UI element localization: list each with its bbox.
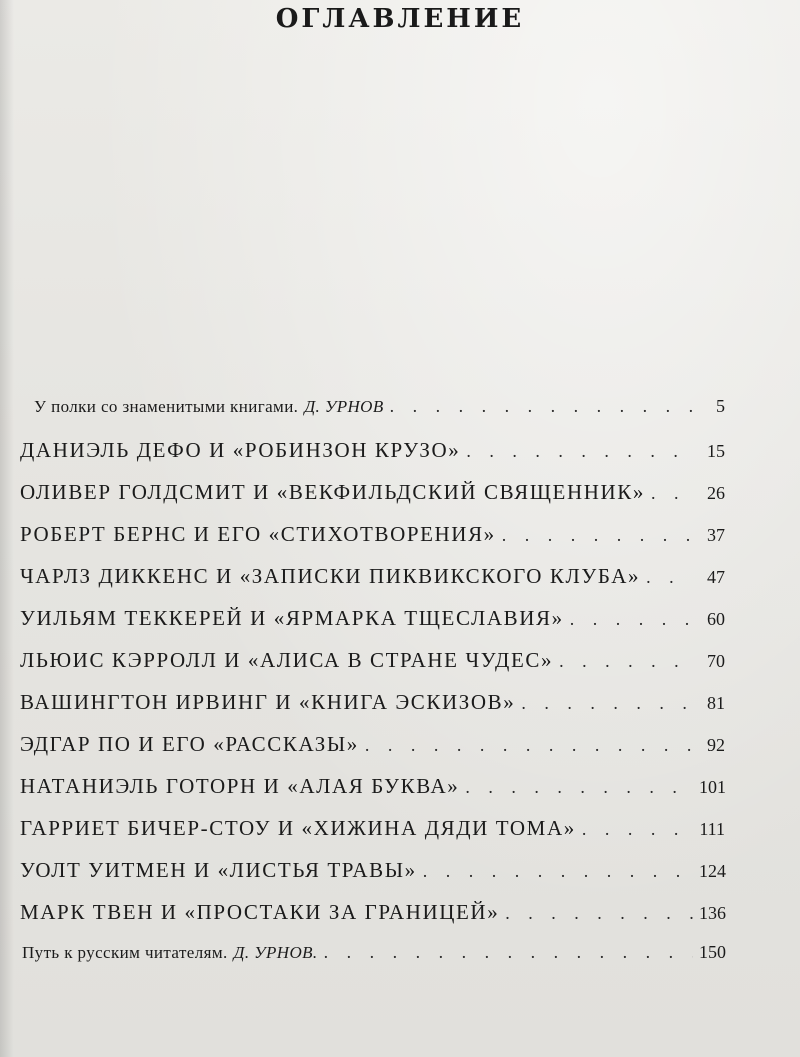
toc-entry (20, 480, 725, 522)
leader-dots (570, 609, 693, 630)
leader-dots (651, 483, 693, 504)
toc-entry-author: Д. УРНОВ (304, 397, 384, 416)
toc-entry-page: 5 (716, 396, 725, 416)
toc-entry-page: 37 (707, 525, 725, 545)
toc-entry-author: Д. УРНОВ. (233, 943, 318, 962)
toc-entry-title: ЭДГАР ПО И ЕГО «РАССКАЗЫ» (20, 732, 359, 756)
toc-entry (22, 942, 725, 984)
toc-entry (20, 858, 725, 900)
leader-dots (505, 903, 693, 924)
toc-entry-title: УОЛТ УИТМЕН И «ЛИСТЬЯ ТРАВЫ» (20, 858, 417, 882)
toc-entry-page: 92 (707, 735, 725, 755)
leader-dots (465, 777, 693, 798)
toc-entry (20, 648, 725, 690)
toc-entry-title: МАРК ТВЕН И «ПРОСТАКИ ЗА ГРАНИЦЕЙ» (20, 900, 500, 924)
toc-entry (20, 774, 725, 816)
leader-dots (646, 567, 693, 588)
toc-entry-page: 136 (699, 903, 726, 923)
page-title: ОГЛАВЛЕНИЕ (275, 4, 525, 34)
leader-dots (390, 396, 693, 417)
toc-entry (20, 690, 725, 732)
toc-entry-page: 150 (699, 942, 726, 962)
toc-entry-page: 47 (707, 567, 725, 587)
toc-entry-title: ДАНИЭЛЬ ДЕФО И «РОБИНЗОН КРУЗО» (20, 438, 461, 462)
toc-entry-page: 70 (707, 651, 725, 671)
leader-dots (466, 441, 693, 462)
toc-entry-title: ВАШИНГТОН ИРВИНГ И «КНИГА ЭСКИЗОВ» (20, 690, 516, 714)
leader-dots (324, 942, 693, 963)
toc-entry-page: 124 (699, 861, 726, 881)
toc-entry-title: У полки со знаменитыми книгами. (34, 397, 299, 416)
page-gutter-shadow (0, 0, 14, 1057)
toc-entry (20, 732, 725, 774)
toc-entry-title: РОБЕРТ БЕРНС И ЕГО «СТИХОТВОРЕНИЯ» (20, 522, 496, 546)
toc-entry-title: ЧАРЛЗ ДИККЕНС И «ЗАПИСКИ ПИКВИКСКОГО КЛУБА» (20, 564, 641, 588)
toc-entry (20, 900, 725, 942)
toc-entry-title: ОЛИВЕР ГОЛДСМИТ И «ВЕКФИЛЬДСКИЙ СВЯЩЕННИК» (20, 480, 645, 504)
toc-entry-page: 111 (699, 819, 725, 839)
leader-dots (502, 525, 693, 546)
toc-entry-page: 15 (707, 441, 725, 461)
toc-entry-title: ГАРРИЕТ БИЧЕР-СТОУ И «ХИЖИНА ДЯДИ ТОМА» (20, 816, 576, 840)
leader-dots (365, 735, 693, 756)
toc-entry (34, 396, 725, 438)
table-of-contents (20, 396, 725, 984)
toc-entry (20, 438, 725, 480)
toc-entry-title: УИЛЬЯМ ТЕККЕРЕЙ И «ЯРМАРКА ТЩЕСЛАВИЯ» (20, 606, 564, 630)
leader-dots (559, 651, 693, 672)
leader-dots (423, 861, 693, 882)
toc-entry-page: 101 (699, 777, 726, 797)
toc-entry (20, 606, 725, 648)
toc-entry-title: НАТАНИЭЛЬ ГОТОРН И «АЛАЯ БУКВА» (20, 774, 460, 798)
toc-entry-page: 26 (707, 483, 725, 503)
toc-entry-title: Путь к русским читателям. (22, 943, 228, 962)
toc-entry (20, 816, 725, 858)
leader-dots (582, 819, 693, 840)
leader-dots (521, 693, 693, 714)
toc-entry-page: 81 (707, 693, 725, 713)
toc-entry-page: 60 (707, 609, 725, 629)
toc-entry (20, 564, 725, 606)
toc-entry (20, 522, 725, 564)
toc-entry-title: ЛЬЮИС КЭРРОЛЛ И «АЛИСА В СТРАНЕ ЧУДЕС» (20, 648, 554, 672)
